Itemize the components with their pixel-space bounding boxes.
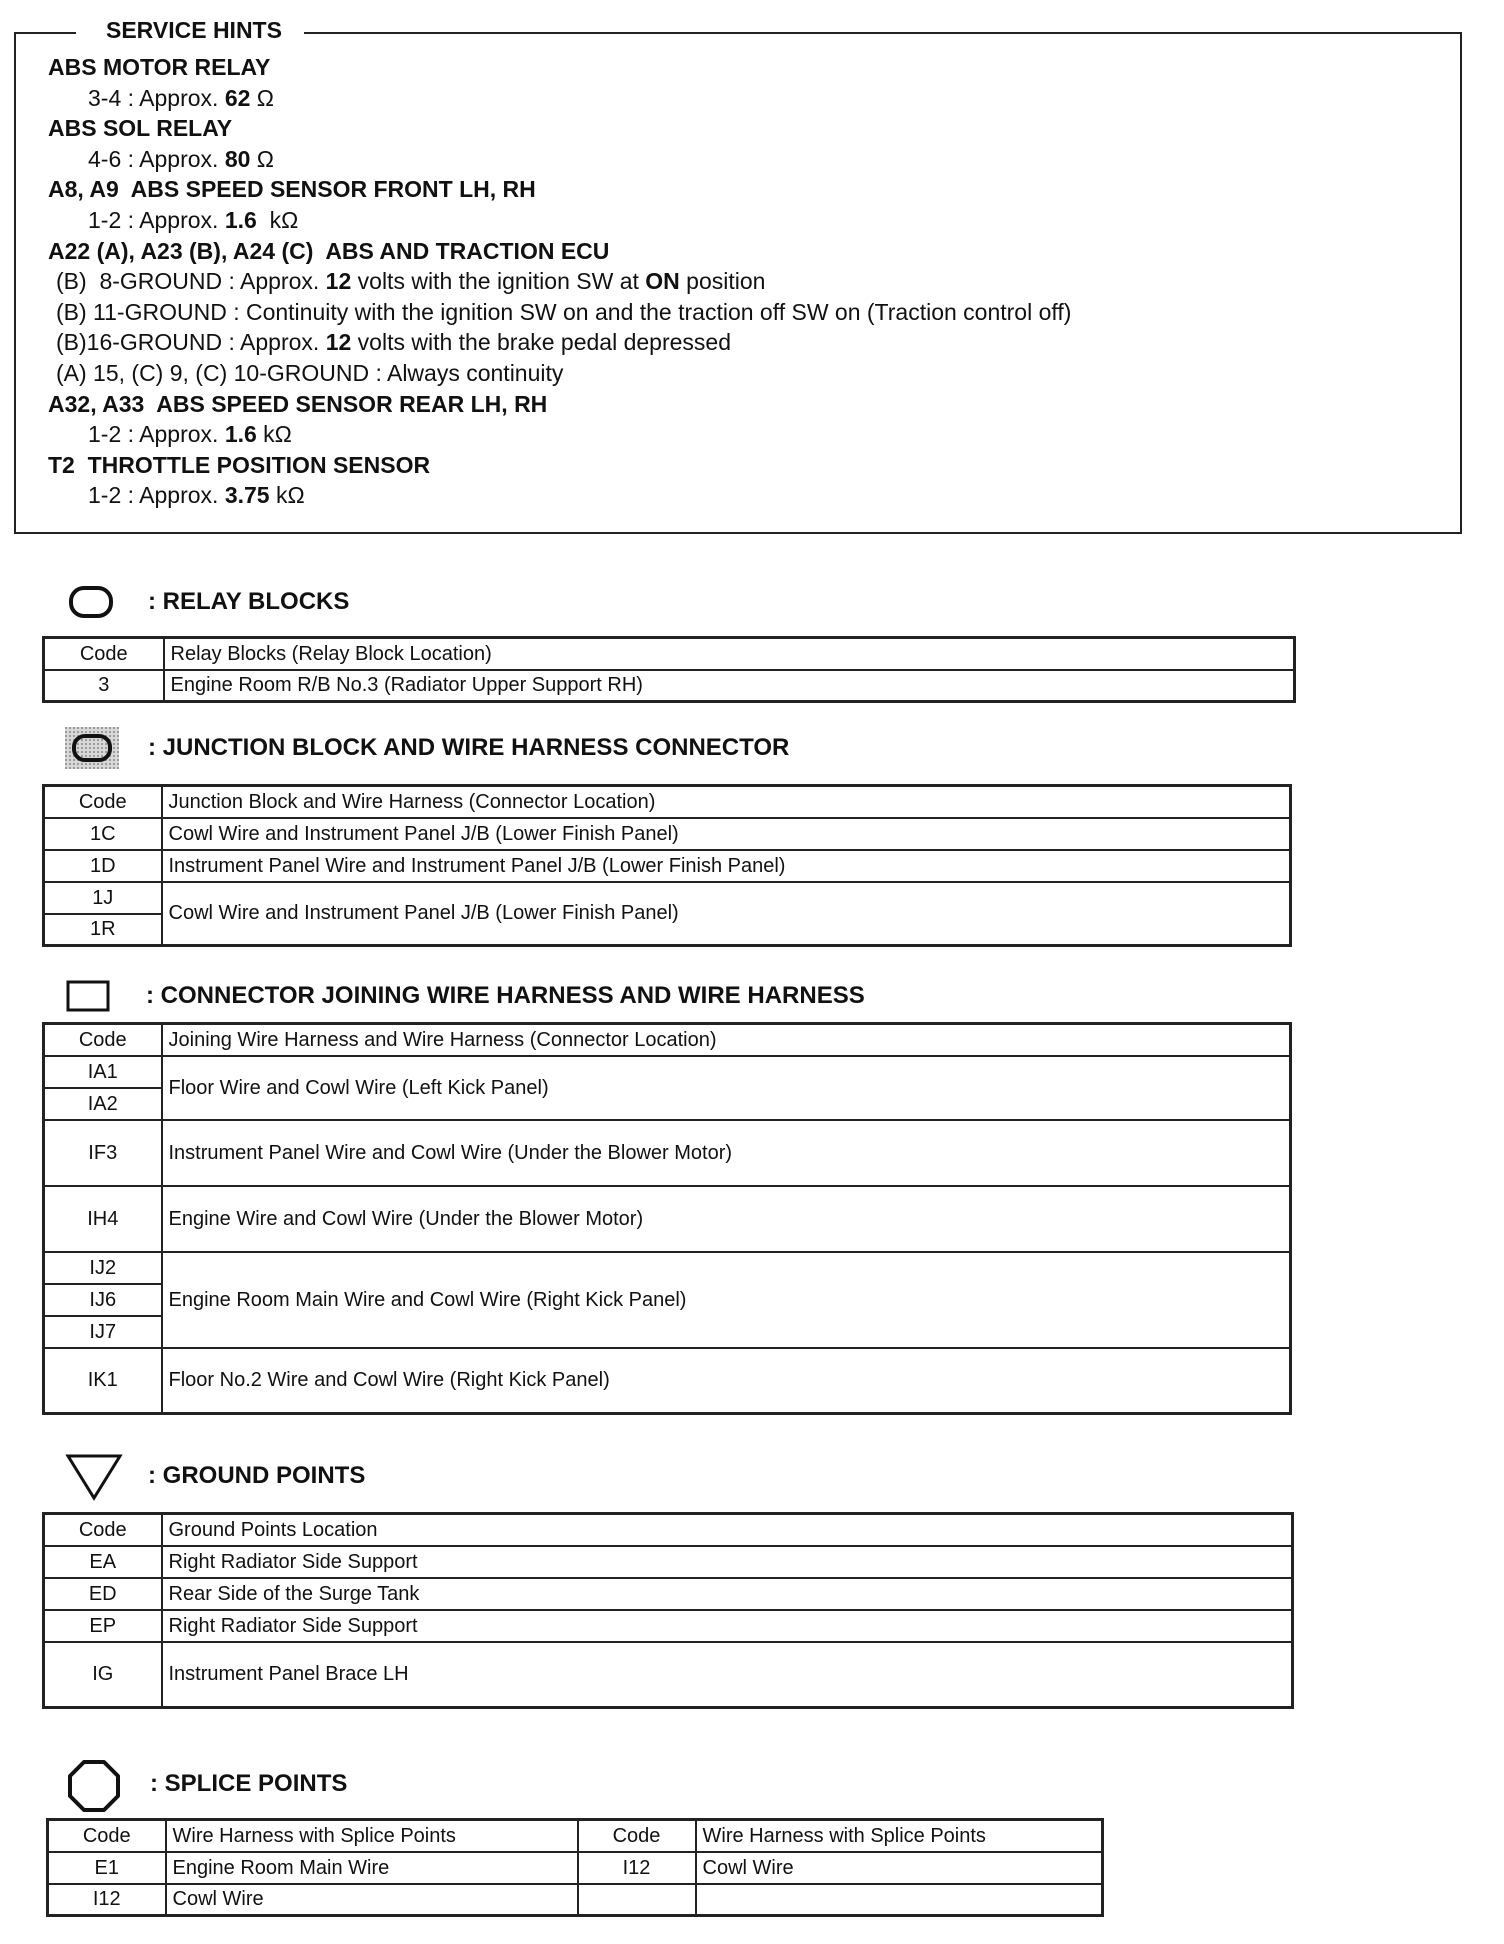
hint-heading: ABS MOTOR RELAY <box>48 54 271 80</box>
rounded-rectangle-icon <box>68 584 116 620</box>
relay-blocks-heading: : RELAY BLOCKS <box>148 588 350 615</box>
table-row <box>44 1546 1293 1578</box>
ground-points-table <box>42 1512 1294 1709</box>
hint-heading: A32, A33 ABS SPEED SENSOR REAR LH, RH <box>48 390 548 417</box>
location-cell: Floor Wire and Cowl Wire (Left Kick Panel) <box>162 1056 1291 1120</box>
table-row <box>44 1610 1293 1642</box>
header-cell: Joining Wire Harness and Wire Harness (Connector Location) <box>162 1024 1291 1056</box>
splice-points-table <box>46 1818 1104 1917</box>
splice-points-heading: : SPLICE POINTS <box>150 1770 348 1797</box>
code-cell: E1 <box>48 1852 166 1884</box>
service-hints-title: SERVICE HINTS <box>76 16 304 44</box>
table-row <box>44 1578 1293 1610</box>
hint-value: ON <box>645 268 680 295</box>
hint-text: position <box>679 268 766 295</box>
hint-text: kΩ <box>256 206 299 233</box>
location-cell: Engine Room Main Wire <box>166 1852 578 1884</box>
table-header-row <box>44 786 1291 818</box>
table-header-row <box>48 1820 1103 1852</box>
service-hints-body <box>48 52 1448 511</box>
code-cell: IG <box>44 1642 162 1708</box>
location-cell: Cowl Wire <box>696 1852 1103 1884</box>
code-cell: 1D <box>44 850 162 882</box>
relay-blocks-table <box>42 636 1296 703</box>
code-cell: IJ2 <box>44 1252 162 1284</box>
hint-line <box>48 83 1448 114</box>
hint-text: kΩ <box>256 421 292 448</box>
table-row <box>44 850 1291 882</box>
code-cell: EA <box>44 1546 162 1578</box>
table-row <box>48 1884 1103 1916</box>
header-cell: Ground Points Location <box>162 1514 1293 1546</box>
code-cell: IA1 <box>44 1056 162 1088</box>
hint-heading: T2 THROTTLE POSITION SENSOR <box>48 451 431 478</box>
hint-heading: A8, A9 ABS SPEED SENSOR FRONT LH, RH <box>48 176 536 203</box>
location-cell: Engine Room R/B No.3 (Radiator Upper Support RH) <box>164 670 1295 702</box>
hint-value: 12 <box>325 329 352 356</box>
square-icon <box>66 980 112 1012</box>
hint-line <box>48 358 1448 389</box>
code-cell: I12 <box>578 1852 696 1884</box>
hint-value: 80 <box>224 145 251 172</box>
header-cell: Junction Block and Wire Harness (Connector Location) <box>162 786 1291 818</box>
code-cell: IA2 <box>44 1088 162 1120</box>
code-cell: 3 <box>44 670 164 702</box>
code-cell: 1C <box>44 818 162 850</box>
hint-text: (A) 15, (C) 9, (C) 10-GROUND : Always continuity <box>56 359 564 386</box>
hint-line <box>48 144 1448 175</box>
hint-line <box>48 205 1448 236</box>
connectors-heading: : CONNECTOR JOINING WIRE HARNESS AND WIRE HARNESS <box>146 982 865 1009</box>
hint-line <box>48 266 1448 297</box>
table-header-row <box>44 1514 1293 1546</box>
junction-blocks-heading: : JUNCTION BLOCK AND WIRE HARNESS CONNECTOR <box>148 734 790 761</box>
location-cell: Right Radiator Side Support <box>162 1546 1293 1578</box>
hint-value: 3.75 <box>224 482 270 509</box>
table-row <box>48 1852 1103 1884</box>
hint-value: 1.6 <box>224 206 257 233</box>
code-cell: 1R <box>44 914 162 946</box>
location-cell: Rear Side of the Surge Tank <box>162 1578 1293 1610</box>
code-cell: IJ7 <box>44 1316 162 1348</box>
code-cell <box>578 1884 696 1916</box>
header-cell: Code <box>44 786 162 818</box>
header-cell: Code <box>578 1820 696 1852</box>
table-row <box>44 1120 1291 1186</box>
hint-text: (B) 11-GROUND : Continuity with the ignition SW on and the traction off SW on (Traction control off) <box>56 298 1072 325</box>
hint-text: 1-2 : Approx. <box>88 482 225 509</box>
junction-blocks-table <box>42 784 1292 947</box>
connectors-table <box>42 1022 1292 1415</box>
code-cell: IF3 <box>44 1120 162 1186</box>
hint-text: 1-2 : Approx. <box>88 421 225 448</box>
hint-heading: ABS SOL RELAY <box>48 115 233 142</box>
table-header-row <box>44 638 1295 670</box>
hint-text: Ω <box>250 84 274 111</box>
code-cell: IJ6 <box>44 1284 162 1316</box>
location-cell: Floor No.2 Wire and Cowl Wire (Right Kick Panel) <box>162 1348 1291 1414</box>
table-row <box>44 1056 1291 1088</box>
header-cell: Wire Harness with Splice Points <box>696 1820 1103 1852</box>
hint-text: volts with the ignition SW at <box>351 268 646 295</box>
code-cell: ED <box>44 1578 162 1610</box>
location-cell: Right Radiator Side Support <box>162 1610 1293 1642</box>
table-header-row <box>44 1024 1291 1056</box>
hint-text: 3-4 : Approx. <box>88 84 225 111</box>
hint-text: 4-6 : Approx. <box>88 145 225 172</box>
location-cell: Instrument Panel Wire and Instrument Panel J/B (Lower Finish Panel) <box>162 850 1291 882</box>
octagon-icon <box>66 1758 122 1814</box>
location-cell: Cowl Wire and Instrument Panel J/B (Lower Finish Panel) <box>162 882 1291 946</box>
hint-heading: A22 (A), A23 (B), A24 (C) ABS AND TRACTION ECU <box>48 237 610 264</box>
table-row <box>44 818 1291 850</box>
table-row <box>44 670 1295 702</box>
header-cell: Relay Blocks (Relay Block Location) <box>164 638 1295 670</box>
location-cell: Engine Room Main Wire and Cowl Wire (Right Kick Panel) <box>162 1252 1291 1348</box>
table-row <box>44 1252 1291 1284</box>
hint-line <box>48 327 1448 358</box>
hint-text: Ω <box>250 145 274 172</box>
code-cell: IH4 <box>44 1186 162 1252</box>
header-cell: Code <box>44 1514 162 1546</box>
header-cell: Wire Harness with Splice Points <box>166 1820 578 1852</box>
hint-text: 1-2 : Approx. <box>88 206 225 233</box>
table-row <box>44 1642 1293 1708</box>
code-cell: IK1 <box>44 1348 162 1414</box>
location-cell: Instrument Panel Brace LH <box>162 1642 1293 1708</box>
hint-text: volts with the brake pedal depressed <box>351 329 732 356</box>
hint-value: 12 <box>325 268 352 295</box>
hint-value: 1.6 <box>224 421 257 448</box>
ground-points-heading: : GROUND POINTS <box>148 1462 366 1489</box>
code-cell: EP <box>44 1610 162 1642</box>
code-cell: 1J <box>44 882 162 914</box>
hint-value: 62 <box>224 84 251 111</box>
hint-line <box>48 297 1448 328</box>
hint-text: (B) 8-GROUND : Approx. <box>56 268 326 295</box>
shaded-rounded-rectangle-icon <box>64 726 120 770</box>
table-row <box>44 882 1291 914</box>
table-row <box>44 1348 1291 1414</box>
hint-text: (B)16-GROUND : Approx. <box>56 329 326 356</box>
location-cell: Instrument Panel Wire and Cowl Wire (Under the Blower Motor) <box>162 1120 1291 1186</box>
location-cell: Cowl Wire <box>166 1884 578 1916</box>
location-cell <box>696 1884 1103 1916</box>
hint-line <box>48 480 1448 511</box>
hint-line <box>48 419 1448 450</box>
table-row <box>44 1186 1291 1252</box>
code-cell: I12 <box>48 1884 166 1916</box>
header-cell: Code <box>44 1024 162 1056</box>
header-cell: Code <box>44 638 164 670</box>
header-cell: Code <box>48 1820 166 1852</box>
hint-text: kΩ <box>269 482 305 509</box>
triangle-icon <box>64 1452 124 1502</box>
location-cell: Cowl Wire and Instrument Panel J/B (Lower Finish Panel) <box>162 818 1291 850</box>
location-cell: Engine Wire and Cowl Wire (Under the Blower Motor) <box>162 1186 1291 1252</box>
